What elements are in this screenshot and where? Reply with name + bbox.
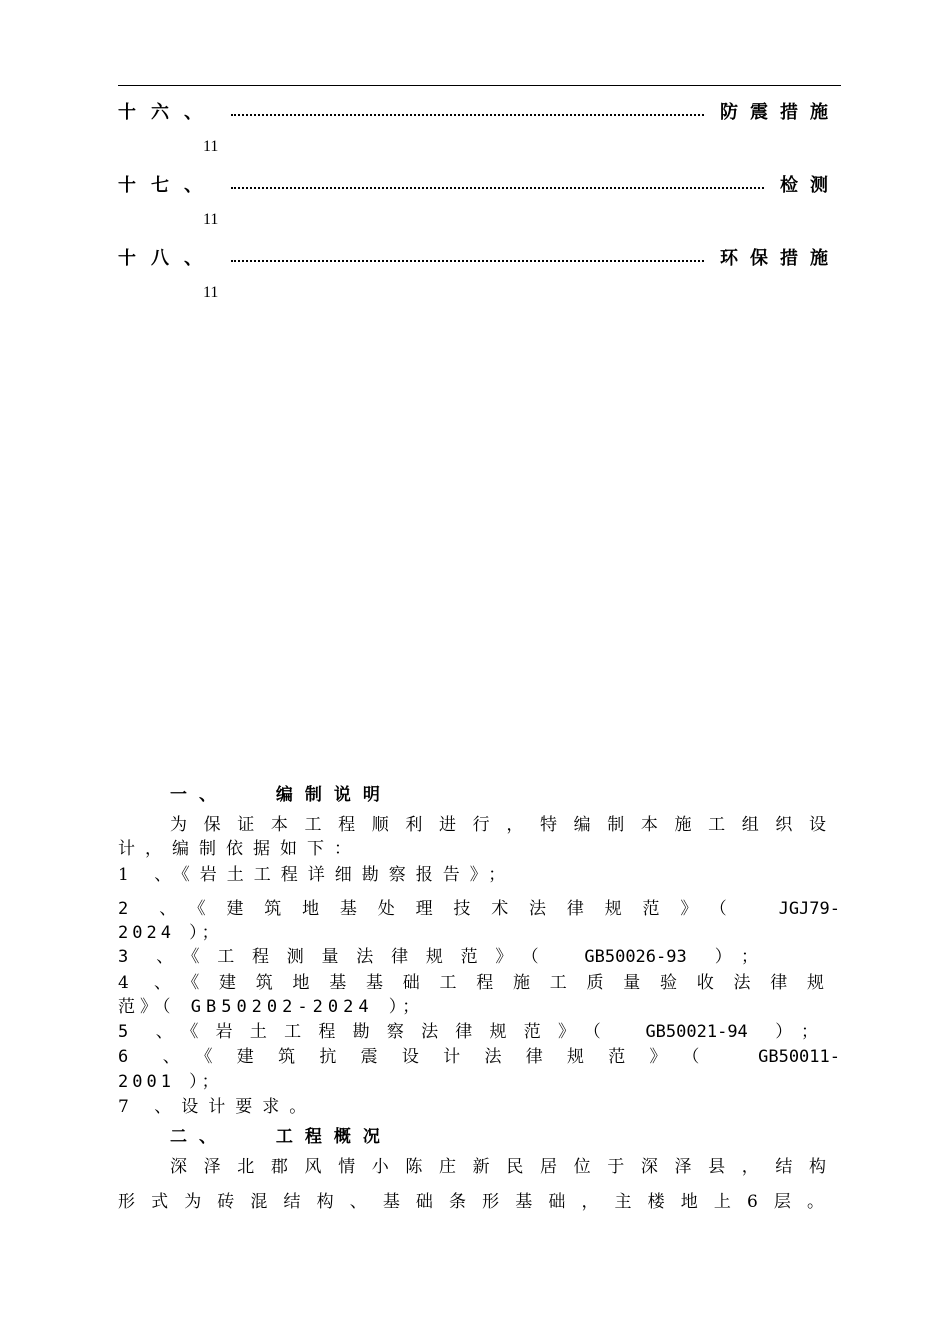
toc-number: 十七、 <box>118 175 217 196</box>
list-item: 4 、《建筑地基基础工程施工质量验收法律规 <box>118 973 824 993</box>
toc-page-number: 11 <box>203 138 219 155</box>
list-item: 2001 ）； <box>118 1072 223 1092</box>
header-rule <box>118 85 841 86</box>
toc-title: 检测 <box>780 175 840 196</box>
toc-number: 十八、 <box>118 248 217 269</box>
toc-entry[interactable] <box>118 242 840 270</box>
list-item: 6 、《建筑抗震设计法律规范》（ GB50011- <box>118 1047 840 1067</box>
paragraph-line: 形式为砖混结构、基础条形基础，主楼地上6层。 <box>118 1192 824 1212</box>
toc-leader-dots <box>231 187 764 189</box>
toc-leader-dots <box>231 114 704 116</box>
toc-leader-dots <box>231 260 704 262</box>
toc-number: 十六、 <box>118 102 217 123</box>
list-item: 3 、《工程测量法律规范》（ GB50026-93 ）； <box>118 947 758 967</box>
paragraph-line: 计，编制依据如下： <box>118 839 361 859</box>
list-item: 7 、设计要求。 <box>118 1097 317 1117</box>
paragraph-line: 为保证本工程顺利进行，特编制本施工组织设 <box>170 815 826 835</box>
list-item: 范》（ GB50202-2024 ）； <box>118 997 425 1017</box>
toc-entry[interactable] <box>118 96 840 124</box>
list-item: 2024 ）； <box>118 923 223 943</box>
list-item: 5 、《岩土工程勘察法律规范》（ GB50021-94 ）； <box>118 1022 818 1042</box>
section-heading <box>170 780 392 805</box>
toc-page-number: 11 <box>203 284 219 301</box>
section-number: 二、 <box>170 1127 228 1147</box>
toc-entry[interactable] <box>118 169 840 197</box>
paragraph-line: 深泽北郡风情小陈庄新民居位于深泽县，结构 <box>170 1157 826 1177</box>
list-item: 2 、《建筑地基处理技术法律规范》（ JGJ79- <box>118 899 840 919</box>
list-item: 1 、《岩土工程详细勘察报告》； <box>118 865 516 885</box>
section-heading <box>170 1122 392 1147</box>
toc-page-number: 11 <box>203 211 219 228</box>
toc-title: 防震措施 <box>720 102 840 123</box>
section-number: 一、 <box>170 785 228 805</box>
section-title: 编制说明 <box>275 785 392 805</box>
toc-title: 环保措施 <box>720 248 840 269</box>
section-title: 工程概况 <box>275 1127 392 1147</box>
